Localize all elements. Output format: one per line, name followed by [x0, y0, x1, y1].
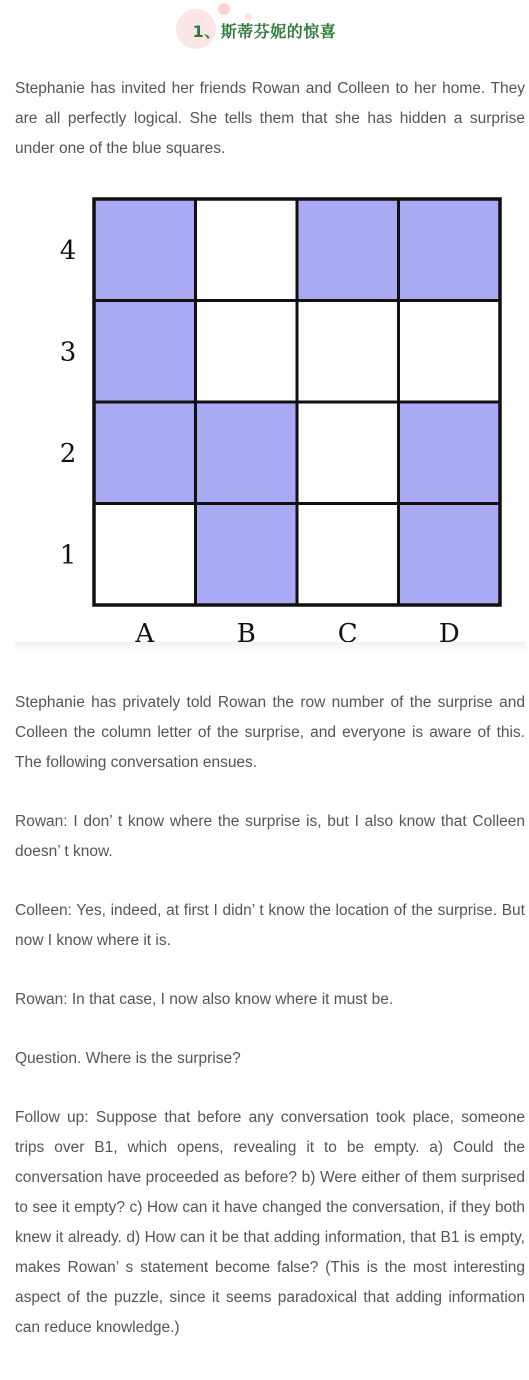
row-label-3: 3 — [59, 337, 77, 368]
grid-cell-c4-blue — [297, 199, 399, 301]
followup-paragraph: Follow up: Suppose that before any conversation took place, someone trips over B1, which opens, revealing it to be empty. a) Could the conversation have proceeded as before? b) Were either of them surprised to see it empty? c) How can it have changed the conversation, if they both knew it already. d) How can it be that adding information, that B1 is empty, makes Rowan’ s statement become false? (This is the most interesting aspect of the puzzle, since it seems paradoxical that adding information can reduce knowledge.) — [15, 1109, 525, 1336]
grid-cell-a4-blue — [94, 199, 196, 301]
column-label-a: A — [135, 619, 155, 642]
rowan-statement-2: Rowan: In that case, I now also know where it must be. — [15, 991, 394, 1008]
puzzle-grid-figure — [15, 190, 525, 652]
row-label-2: 2 — [59, 438, 77, 469]
puzzle-grid — [15, 190, 525, 642]
grid-cell-c2-white — [297, 402, 399, 504]
column-label-b: B — [236, 619, 256, 642]
grid-cell-d4-blue — [399, 199, 501, 301]
grid-cell-b2-blue — [196, 402, 298, 504]
grid-cell-b3-white — [196, 301, 298, 403]
figure-bottom-shadow — [15, 642, 525, 652]
column-label-d: D — [438, 619, 460, 642]
grid-cell-c3-white — [297, 301, 399, 403]
section-title: 1、斯蒂芬妮的惊喜 — [192, 22, 337, 41]
decor-circle-small — [218, 3, 230, 15]
rowan-statement-1: Rowan: I don’ t know where the surprise is, but I also know that Colleen doesn’ t know. — [15, 813, 525, 860]
grid-cell-d1-blue — [399, 504, 501, 606]
column-label-c: C — [337, 619, 358, 642]
grid-cell-c1-white — [297, 504, 399, 606]
told-paragraph: Stephanie has privately told Rowan the row number of the surprise and Colleen the column letter of the surprise, and everyone is aware of this. The following conversation ensues. — [15, 694, 525, 771]
grid-cell-b4-white — [196, 199, 298, 301]
section-heading — [0, 0, 529, 64]
row-label-4: 4 — [59, 235, 77, 266]
grid-cell-a3-blue — [94, 301, 196, 403]
question-paragraph: Question. Where is the surprise? — [15, 1050, 241, 1067]
row-label-1: 1 — [59, 540, 77, 571]
grid-cell-a1-white — [94, 504, 196, 606]
grid-cell-b1-blue — [196, 504, 298, 606]
colleen-statement: Colleen: Yes, indeed, at first I didn’ t know the location of the surprise. But now I know where it is. — [15, 902, 525, 949]
grid-cell-d2-blue — [399, 402, 501, 504]
intro-paragraph: Stephanie has invited her friends Rowan and Colleen to her home. They are all perfectly logical. She tells them that she has hidden a surprise under one of the blue squares. — [15, 80, 525, 157]
grid-cell-d3-white — [399, 301, 501, 403]
grid-cell-a2-blue — [94, 402, 196, 504]
